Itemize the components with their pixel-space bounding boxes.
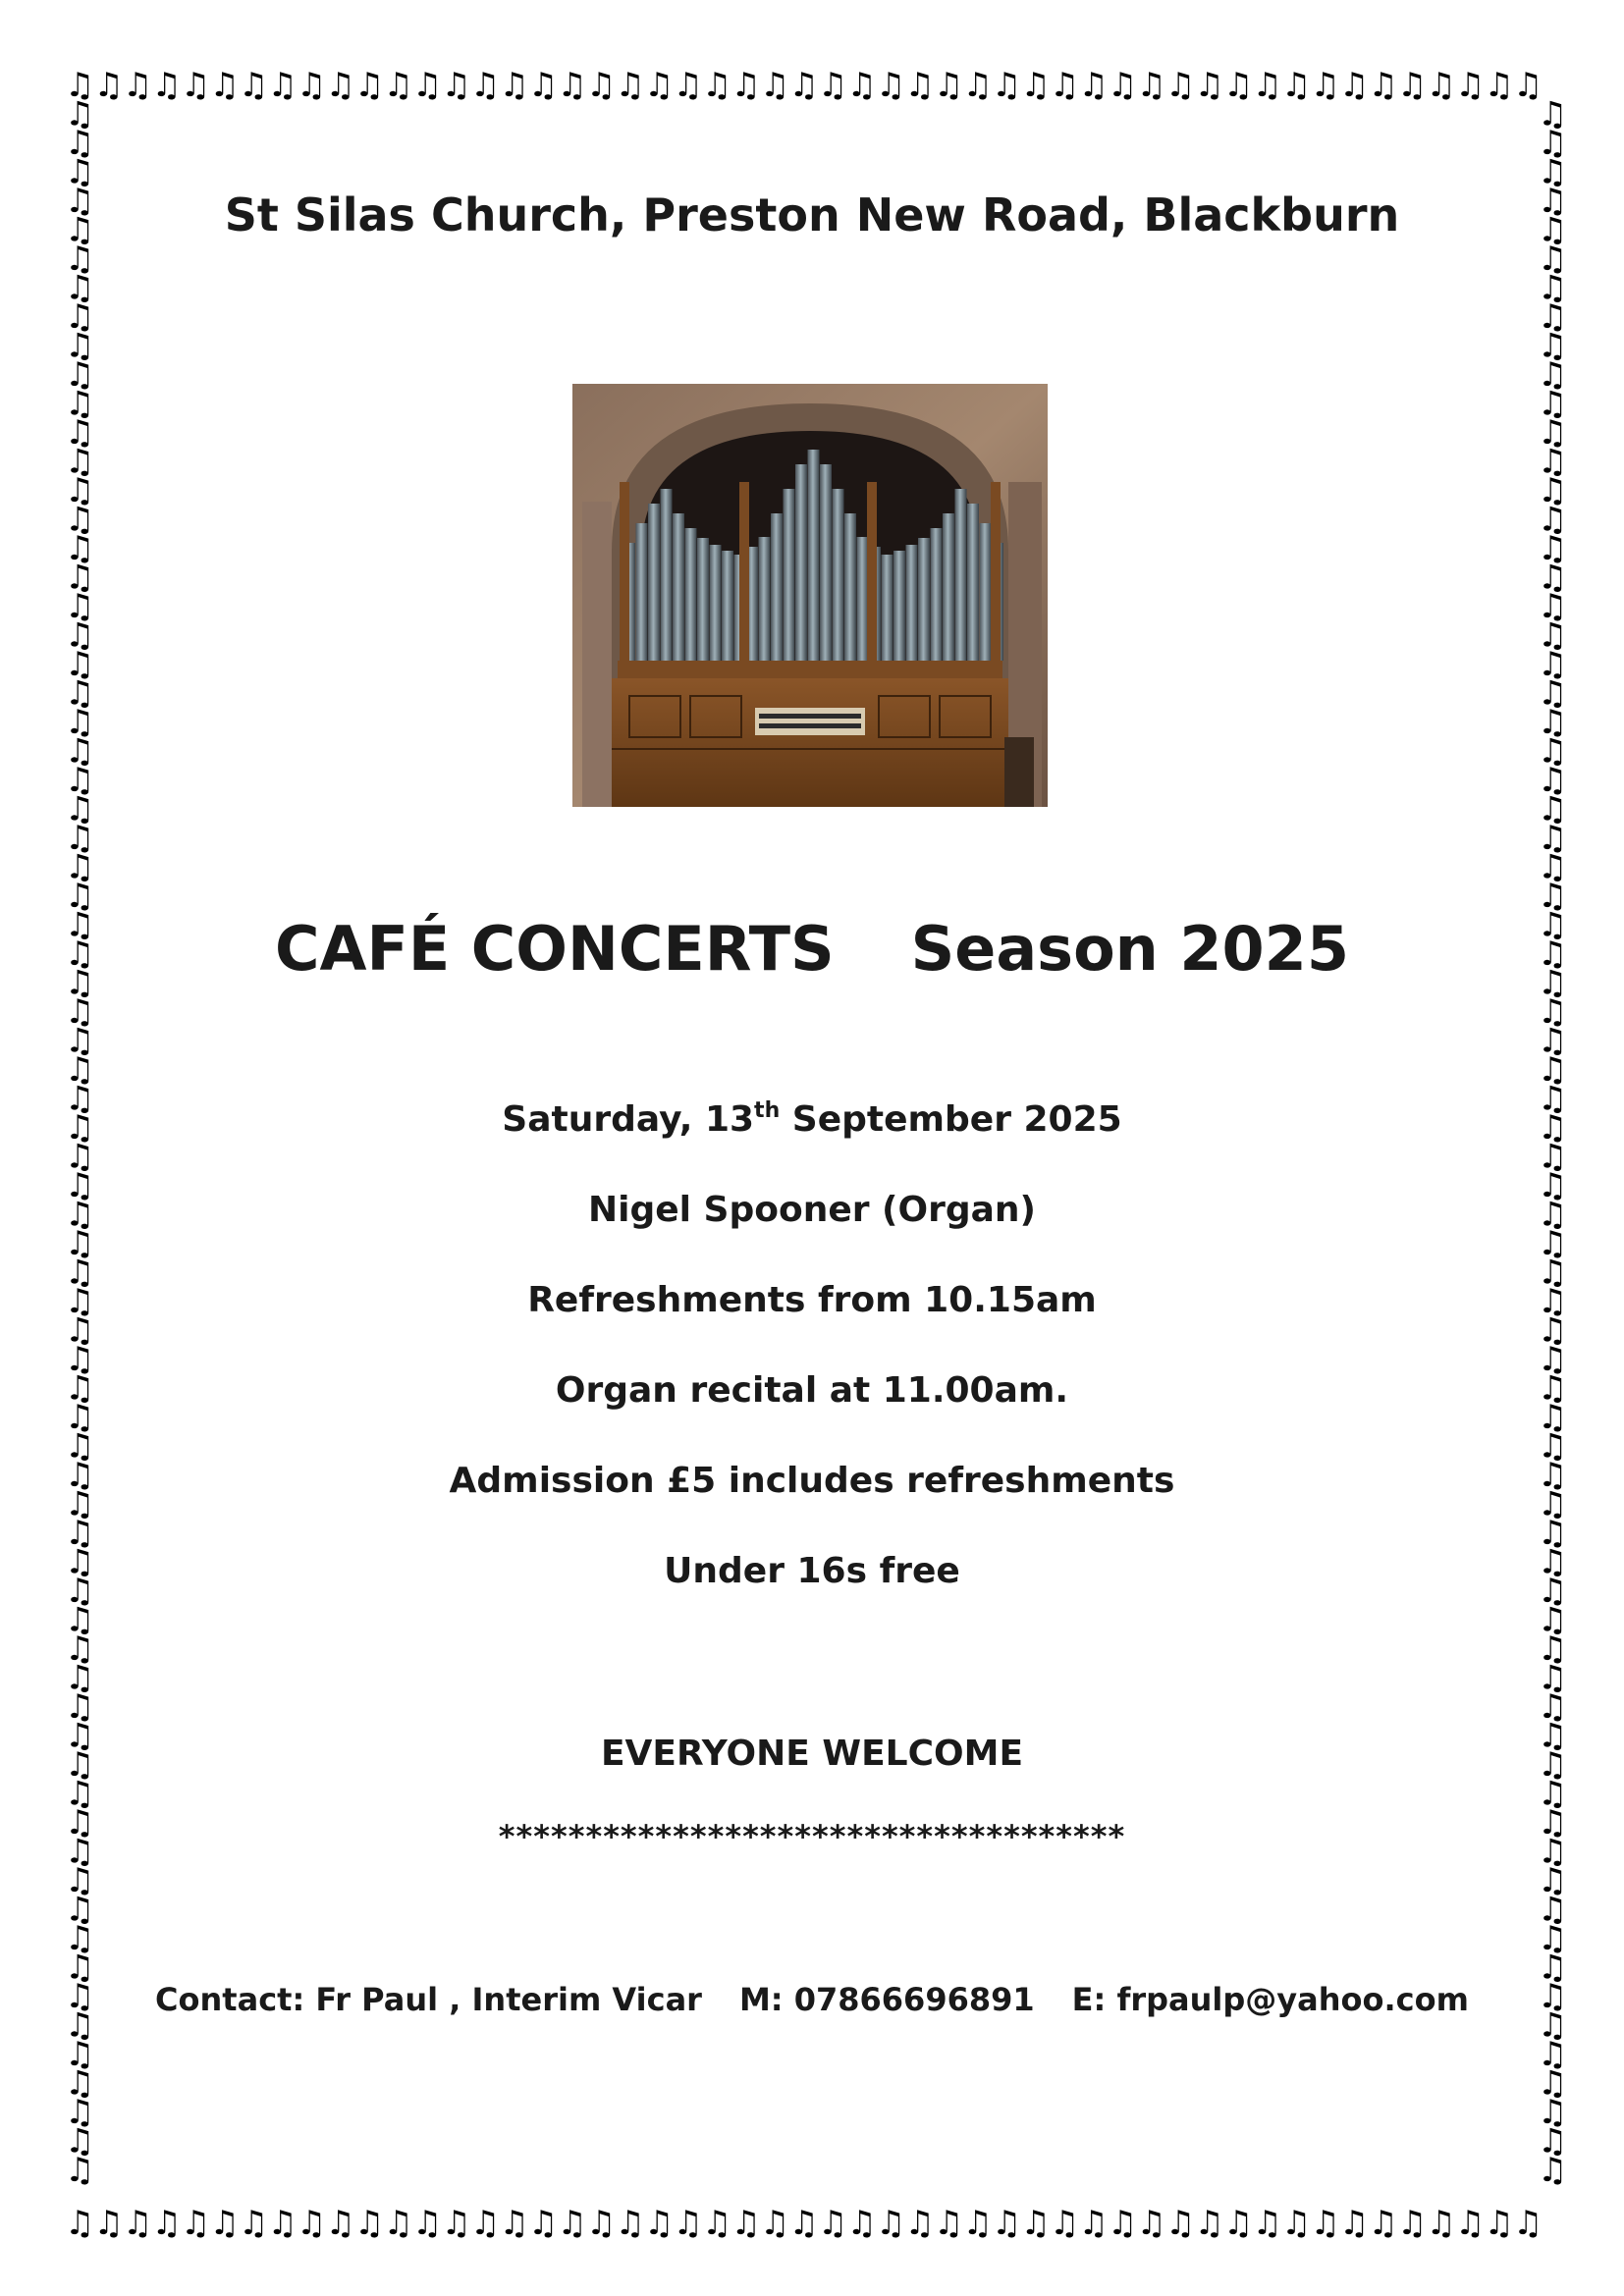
music-note-icon: ♫	[1538, 1687, 1568, 1727]
music-note-icon: ♫	[65, 1687, 95, 1727]
music-note-icon: ♫	[1538, 1253, 1568, 1293]
music-note-icon: ♫	[962, 66, 993, 105]
music-note-icon: ♫	[760, 66, 790, 105]
music-note-icon: ♫	[1538, 1745, 1568, 1785]
headline	[0, 913, 1624, 985]
admission-price: Admission £5 includes refreshments	[449, 1461, 1175, 1501]
music-note-icon: ♫	[1538, 877, 1568, 916]
organ-pipe	[955, 489, 967, 661]
music-note-icon: ♫	[65, 1745, 95, 1785]
music-note-icon: ♫	[557, 66, 587, 105]
music-note-icon: ♫	[1538, 1079, 1568, 1119]
music-note-icon: ♫	[123, 66, 153, 105]
music-note-icon: ♫	[1108, 2204, 1138, 2238]
organ-pipe	[820, 464, 832, 661]
music-note-icon: ♫	[65, 1716, 95, 1756]
music-note-icon: ♫	[65, 703, 95, 742]
music-note-icon: ♫	[1538, 2121, 1568, 2162]
music-note-icon: ♫	[1426, 2204, 1456, 2238]
music-note-icon: ♫	[65, 673, 95, 714]
music-note-icon: ♫	[586, 66, 617, 105]
music-note-icon: ♫	[65, 1079, 95, 1119]
music-note-icon: ♫	[1538, 1919, 1568, 1958]
music-note-icon: ♫	[644, 66, 675, 105]
music-note-icon: ♫	[1538, 1282, 1568, 1321]
music-note-icon: ♫	[65, 1456, 95, 1495]
music-note-icon: ♫	[65, 210, 95, 250]
music-note-icon: ♫	[65, 2035, 95, 2074]
music-note-icon: ♫	[1538, 442, 1568, 482]
music-note-icon: ♫	[267, 66, 298, 105]
music-note-icon: ♫	[65, 789, 95, 829]
music-note-icon: ♫	[297, 2204, 327, 2238]
music-note-icon: ♫	[1484, 66, 1514, 105]
music-note-icon: ♫	[528, 66, 559, 105]
music-note-icon: ♫	[1538, 703, 1568, 742]
music-note-icon: ♫	[65, 587, 95, 626]
music-note-icon: ♫	[65, 66, 95, 105]
music-note-icon: ♫	[239, 66, 269, 105]
music-note-icon: ♫	[499, 66, 529, 105]
music-note-icon: ♫	[1426, 66, 1456, 105]
music-note-icon: ♫	[65, 2093, 95, 2132]
music-note-icon: ♫	[1281, 66, 1312, 105]
music-note-icon: ♫	[1538, 2005, 1568, 2046]
music-note-icon: ♫	[65, 152, 95, 192]
music-note-icon: ♫	[354, 2204, 385, 2238]
music-note-icon: ♫	[1538, 500, 1568, 540]
music-note-icon: ♫	[1538, 1948, 1568, 1988]
music-note-icon: ♫	[1368, 2204, 1398, 2238]
music-note-icon: ♫	[1538, 1050, 1568, 1090]
music-note-icon: ♫	[1020, 66, 1051, 105]
music-note-icon: ♫	[1538, 326, 1568, 366]
music-note-icon: ♫	[1310, 66, 1340, 105]
organ-pipe	[918, 538, 930, 661]
music-note-icon: ♫	[65, 1224, 95, 1263]
music-note-icon: ♫	[1538, 1600, 1568, 1640]
music-note-icon: ♫	[586, 2204, 617, 2238]
music-note-icon: ♫	[65, 1542, 95, 1582]
music-note-icon: ♫	[1538, 819, 1568, 858]
organ-pipe	[967, 504, 979, 661]
music-note-icon: ♫	[65, 326, 95, 366]
music-note-icon: ♫	[1538, 1166, 1568, 1205]
music-note-icon: ♫	[383, 66, 413, 105]
music-note-icon: ♫	[1538, 1629, 1568, 1669]
music-note-icon: ♫	[65, 529, 95, 568]
music-note-icon: ♫	[65, 1658, 95, 1698]
under-16-note: Under 16s free	[664, 1551, 960, 1591]
music-note-icon: ♫	[65, 1484, 95, 1524]
music-note-icon: ♫	[992, 2204, 1022, 2238]
music-note-icon: ♫	[1538, 152, 1568, 192]
music-note-icon: ♫	[65, 2204, 95, 2238]
music-note-icon: ♫	[1538, 905, 1568, 945]
music-note-icon: ♫	[239, 2204, 269, 2238]
music-note-icon: ♫	[65, 1803, 95, 1842]
performer: Nigel Spooner (Organ)	[588, 1190, 1036, 1230]
date-day: Saturday, 13	[502, 1099, 755, 1140]
music-note-icon: ♫	[1538, 847, 1568, 887]
organ-case-post	[991, 482, 1001, 661]
music-note-icon: ♫	[65, 1398, 95, 1437]
music-note-icon: ♫	[1050, 66, 1080, 105]
music-note-icon: ♫	[1538, 761, 1568, 800]
music-note-icon: ♫	[1538, 413, 1568, 453]
welcome-banner: EVERYONE WELCOME	[600, 1734, 1024, 1774]
music-note-icon: ♫	[1108, 66, 1138, 105]
music-note-icon: ♫	[65, 645, 95, 684]
music-note-icon: ♫	[65, 1340, 95, 1379]
music-note-icon: ♫	[818, 2204, 848, 2238]
music-note-icon: ♫	[934, 2204, 964, 2238]
organ-pipe	[784, 489, 795, 661]
music-note-icon: ♫	[1194, 66, 1224, 105]
music-note-icon: ♫	[65, 1774, 95, 1814]
music-note-icon: ♫	[65, 1890, 95, 1930]
event-date	[0, 1099, 1624, 1140]
music-note-icon: ♫	[1538, 1456, 1568, 1495]
music-note-icon: ♫	[412, 2204, 443, 2238]
music-note-icon: ♫	[1455, 66, 1486, 105]
music-note-icon: ♫	[325, 2204, 355, 2238]
music-note-icon: ♫	[65, 731, 95, 772]
music-note-icon: ♫	[65, 124, 95, 163]
music-note-icon: ♫	[470, 66, 501, 105]
music-note-icon: ♫	[1538, 1716, 1568, 1756]
music-note-icon: ♫	[65, 355, 95, 395]
music-note-icon: ♫	[267, 2204, 298, 2238]
music-note-icon: ♫	[904, 2204, 935, 2238]
recital-time: Organ recital at 11.00am.	[555, 1370, 1069, 1411]
music-note-icon: ♫	[962, 2204, 993, 2238]
music-note-icon: ♫	[557, 2204, 587, 2238]
music-note-icon: ♫	[731, 2204, 761, 2238]
music-note-icon: ♫	[65, 1629, 95, 1669]
organ-pipe	[893, 551, 905, 661]
music-note-icon: ♫	[65, 1195, 95, 1235]
music-note-icon: ♫	[1538, 1514, 1568, 1553]
music-note-icon: ♫	[1252, 66, 1282, 105]
music-note-icon: ♫	[65, 1832, 95, 1872]
music-note-icon: ♫	[788, 66, 819, 105]
music-note-icon: ♫	[65, 1572, 95, 1611]
music-note-icon: ♫	[1538, 1572, 1568, 1611]
music-note-icon: ♫	[1538, 297, 1568, 337]
music-note-icon: ♫	[1538, 2063, 1568, 2104]
organ-pipe	[906, 545, 918, 661]
music-note-icon: ♫	[1397, 2204, 1428, 2238]
music-note-icon: ♫	[644, 2204, 675, 2238]
music-note-icon: ♫	[846, 66, 877, 105]
music-note-icon: ♫	[1165, 2204, 1196, 2238]
music-note-icon: ♫	[65, 1021, 95, 1061]
music-note-icon: ♫	[65, 1977, 95, 2016]
music-note-icon: ♫	[1538, 210, 1568, 250]
music-note-icon: ♫	[1538, 1832, 1568, 1872]
music-note-icon: ♫	[441, 66, 471, 105]
music-note-icon: ♫	[1136, 2204, 1166, 2238]
music-note-icon: ♫	[65, 1253, 95, 1293]
music-note-icon: ♫	[65, 1166, 95, 1205]
music-note-icon: ♫	[1538, 934, 1568, 974]
church-organ-photo	[572, 384, 1048, 807]
music-note-icon: ♫	[992, 66, 1022, 105]
music-note-icon: ♫	[1538, 355, 1568, 395]
music-note-icon: ♫	[65, 1919, 95, 1958]
music-note-icon: ♫	[499, 2204, 529, 2238]
music-note-icon: ♫	[65, 819, 95, 858]
music-note-icon: ♫	[1538, 963, 1568, 1003]
music-note-icon: ♫	[673, 2204, 703, 2238]
music-note-icon: ♫	[934, 66, 964, 105]
music-note-icon: ♫	[1252, 2204, 1282, 2238]
music-note-icon: ♫	[65, 2063, 95, 2104]
music-note-icon: ♫	[209, 66, 240, 105]
music-note-icon: ♫	[209, 2204, 240, 2238]
refreshments-time: Refreshments from 10.15am	[527, 1280, 1097, 1320]
music-note-icon: ♫	[1538, 1803, 1568, 1842]
music-note-icon: ♫	[1538, 673, 1568, 714]
music-note-icon: ♫	[1020, 2204, 1051, 2238]
music-note-icon: ♫	[65, 1108, 95, 1148]
music-note-icon: ♫	[1223, 66, 1254, 105]
music-note-icon: ♫	[1538, 1861, 1568, 1900]
music-note-icon: ♫	[1538, 240, 1568, 279]
music-note-icon: ♫	[65, 1310, 95, 1351]
organ-case-post	[867, 482, 877, 661]
music-note-icon: ♫	[702, 2204, 732, 2238]
music-note-icon: ♫	[65, 1282, 95, 1321]
music-note-icon: ♫	[1538, 2035, 1568, 2074]
music-note-icon: ♫	[1538, 1195, 1568, 1235]
organ-pipe	[857, 537, 869, 661]
music-note-icon: ♫	[65, 2005, 95, 2046]
organ-pipe	[795, 464, 807, 661]
music-note-icon: ♫	[1397, 66, 1428, 105]
music-note-icon: ♫	[1538, 1484, 1568, 1524]
music-note-icon: ♫	[297, 66, 327, 105]
music-note-icon: ♫	[65, 2151, 95, 2190]
music-note-icon: ♫	[1538, 124, 1568, 163]
music-note-icon: ♫	[1538, 1542, 1568, 1582]
music-note-icon: ♫	[1538, 1340, 1568, 1379]
music-note-icon: ♫	[1538, 182, 1568, 221]
music-note-icon: ♫	[65, 442, 95, 482]
organ-pipe	[685, 528, 697, 661]
music-note-icon: ♫	[65, 1861, 95, 1900]
music-note-icon: ♫	[93, 2204, 124, 2238]
music-note-icon: ♫	[1538, 94, 1568, 134]
date-suffix: th	[754, 1098, 781, 1123]
organ-pipe	[697, 538, 709, 661]
date-month-year: September 2025	[780, 1099, 1122, 1140]
music-note-icon: ♫	[65, 182, 95, 221]
music-note-icon: ♫	[1538, 992, 1568, 1032]
music-note-icon: ♫	[1538, 268, 1568, 308]
music-note-icon: ♫	[702, 66, 732, 105]
music-note-icon: ♫	[1538, 1368, 1568, 1409]
music-note-icon: ♫	[1538, 1977, 1568, 2016]
organ-pipe	[636, 523, 648, 661]
headline-season: Season 2025	[910, 913, 1349, 985]
music-note-icon: ♫	[1538, 1310, 1568, 1351]
music-note-icon: ♫	[1538, 558, 1568, 598]
music-note-icon: ♫	[65, 963, 95, 1003]
music-note-icon: ♫	[1538, 587, 1568, 626]
music-note-icon: ♫	[1223, 2204, 1254, 2238]
star-separator: ************************************	[498, 1818, 1126, 1855]
music-note-icon: ♫	[65, 94, 95, 134]
organ-pipe	[759, 537, 771, 661]
music-note-icon: ♫	[65, 268, 95, 308]
contact-line	[0, 1981, 1624, 2018]
music-note-icon: ♫	[1513, 66, 1543, 105]
organ-pipe	[771, 513, 783, 661]
music-note-icon: ♫	[1538, 1890, 1568, 1930]
music-note-icon: ♫	[65, 240, 95, 279]
contact-mobile: M: 07866696891	[738, 1981, 1035, 2018]
music-note-icon: ♫	[441, 2204, 471, 2238]
music-note-icon: ♫	[65, 471, 95, 510]
music-note-icon: ♫	[1538, 384, 1568, 424]
music-note-icon: ♫	[1455, 2204, 1486, 2238]
music-note-icon: ♫	[731, 66, 761, 105]
music-note-icon: ♫	[1339, 2204, 1370, 2238]
music-note-icon: ♫	[1078, 2204, 1109, 2238]
music-note-icon: ♫	[181, 66, 211, 105]
music-note-icon: ♫	[1538, 615, 1568, 656]
music-note-icon: ♫	[65, 1600, 95, 1640]
music-note-icon: ♫	[65, 558, 95, 598]
music-note-icon: ♫	[904, 66, 935, 105]
music-note-icon: ♫	[1513, 2204, 1543, 2238]
music-note-icon: ♫	[1538, 1021, 1568, 1061]
music-note-icon: ♫	[470, 2204, 501, 2238]
music-note-icon: ♫	[615, 2204, 645, 2238]
music-note-icon: ♫	[1538, 471, 1568, 510]
music-note-icon: ♫	[1538, 1137, 1568, 1177]
organ-pipe	[673, 513, 684, 661]
organ-pipe	[833, 489, 844, 661]
music-note-icon: ♫	[1484, 2204, 1514, 2238]
music-note-icon: ♫	[1538, 1426, 1568, 1467]
organ-pipe	[980, 523, 992, 661]
music-note-icon: ♫	[151, 66, 182, 105]
music-note-icon: ♫	[1050, 2204, 1080, 2238]
music-note-icon: ♫	[151, 2204, 182, 2238]
music-note-icon: ♫	[65, 877, 95, 916]
music-note-icon: ♫	[65, 1137, 95, 1177]
organ-pipe	[722, 551, 733, 661]
music-note-icon: ♫	[1310, 2204, 1340, 2238]
music-note-icon: ♫	[1538, 1398, 1568, 1437]
music-note-icon: ♫	[412, 66, 443, 105]
contact-name: Contact: Fr Paul , Interim Vicar	[155, 1981, 702, 2018]
music-note-icon: ♫	[876, 66, 906, 105]
music-note-icon: ♫	[1538, 1108, 1568, 1148]
music-note-icon: ♫	[1538, 1774, 1568, 1814]
music-note-icon: ♫	[760, 2204, 790, 2238]
music-note-icon: ♫	[1538, 2151, 1568, 2190]
contact-email: E: frpaulp@yahoo.com	[1071, 1981, 1469, 2018]
organ-pipe	[710, 545, 722, 661]
music-note-icon: ♫	[93, 66, 124, 105]
music-note-icon: ♫	[383, 2204, 413, 2238]
music-note-icon: ♫	[1339, 66, 1370, 105]
music-note-icon: ♫	[1281, 2204, 1312, 2238]
music-note-icon: ♫	[1078, 66, 1109, 105]
music-note-icon: ♫	[615, 66, 645, 105]
venue-title: St Silas Church, Preston New Road, Blackburn	[224, 188, 1400, 241]
music-note-icon: ♫	[788, 2204, 819, 2238]
music-note-icon: ♫	[65, 1426, 95, 1467]
music-note-icon: ♫	[1538, 731, 1568, 772]
music-note-icon: ♫	[123, 2204, 153, 2238]
music-note-icon: ♫	[1538, 1224, 1568, 1263]
music-note-icon: ♫	[65, 1050, 95, 1090]
music-note-icon: ♫	[1136, 66, 1166, 105]
music-note-icon: ♫	[65, 500, 95, 540]
music-note-icon: ♫	[818, 66, 848, 105]
music-note-icon: ♫	[673, 66, 703, 105]
music-note-icon: ♫	[1538, 645, 1568, 684]
organ-pipe	[943, 513, 954, 661]
organ-pipe	[844, 513, 856, 661]
organ-case-post	[620, 482, 629, 661]
music-note-icon: ♫	[1538, 1658, 1568, 1698]
music-note-icon: ♫	[846, 2204, 877, 2238]
music-note-icon: ♫	[65, 297, 95, 337]
music-note-icon: ♫	[65, 1368, 95, 1409]
music-note-icon: ♫	[1194, 2204, 1224, 2238]
organ-case-post	[739, 482, 749, 661]
music-note-icon: ♫	[1538, 529, 1568, 568]
headline-title: CAFÉ CONCERTS	[275, 913, 835, 985]
music-note-icon: ♫	[1368, 66, 1398, 105]
music-note-icon: ♫	[1538, 2093, 1568, 2132]
music-note-icon: ♫	[325, 66, 355, 105]
music-note-icon: ♫	[65, 847, 95, 887]
music-note-icon: ♫	[1538, 789, 1568, 829]
music-note-icon: ♫	[1165, 66, 1196, 105]
music-note-icon: ♫	[65, 992, 95, 1032]
music-note-icon: ♫	[65, 761, 95, 800]
music-note-icon: ♫	[65, 905, 95, 945]
music-note-icon: ♫	[65, 2121, 95, 2162]
music-note-icon: ♫	[181, 2204, 211, 2238]
organ-pipe	[661, 489, 673, 661]
music-note-icon: ♫	[65, 934, 95, 974]
music-note-icon: ♫	[528, 2204, 559, 2238]
organ-pipe	[808, 450, 820, 661]
music-note-icon: ♫	[65, 615, 95, 656]
organ-pipe	[931, 528, 943, 661]
music-note-icon: ♫	[65, 1514, 95, 1553]
organ-pipe	[882, 555, 893, 661]
music-note-icon: ♫	[65, 413, 95, 453]
music-note-icon: ♫	[65, 1948, 95, 1988]
music-note-icon: ♫	[354, 66, 385, 105]
organ-pipe	[648, 504, 660, 661]
music-note-icon: ♫	[65, 384, 95, 424]
music-note-icon: ♫	[876, 2204, 906, 2238]
